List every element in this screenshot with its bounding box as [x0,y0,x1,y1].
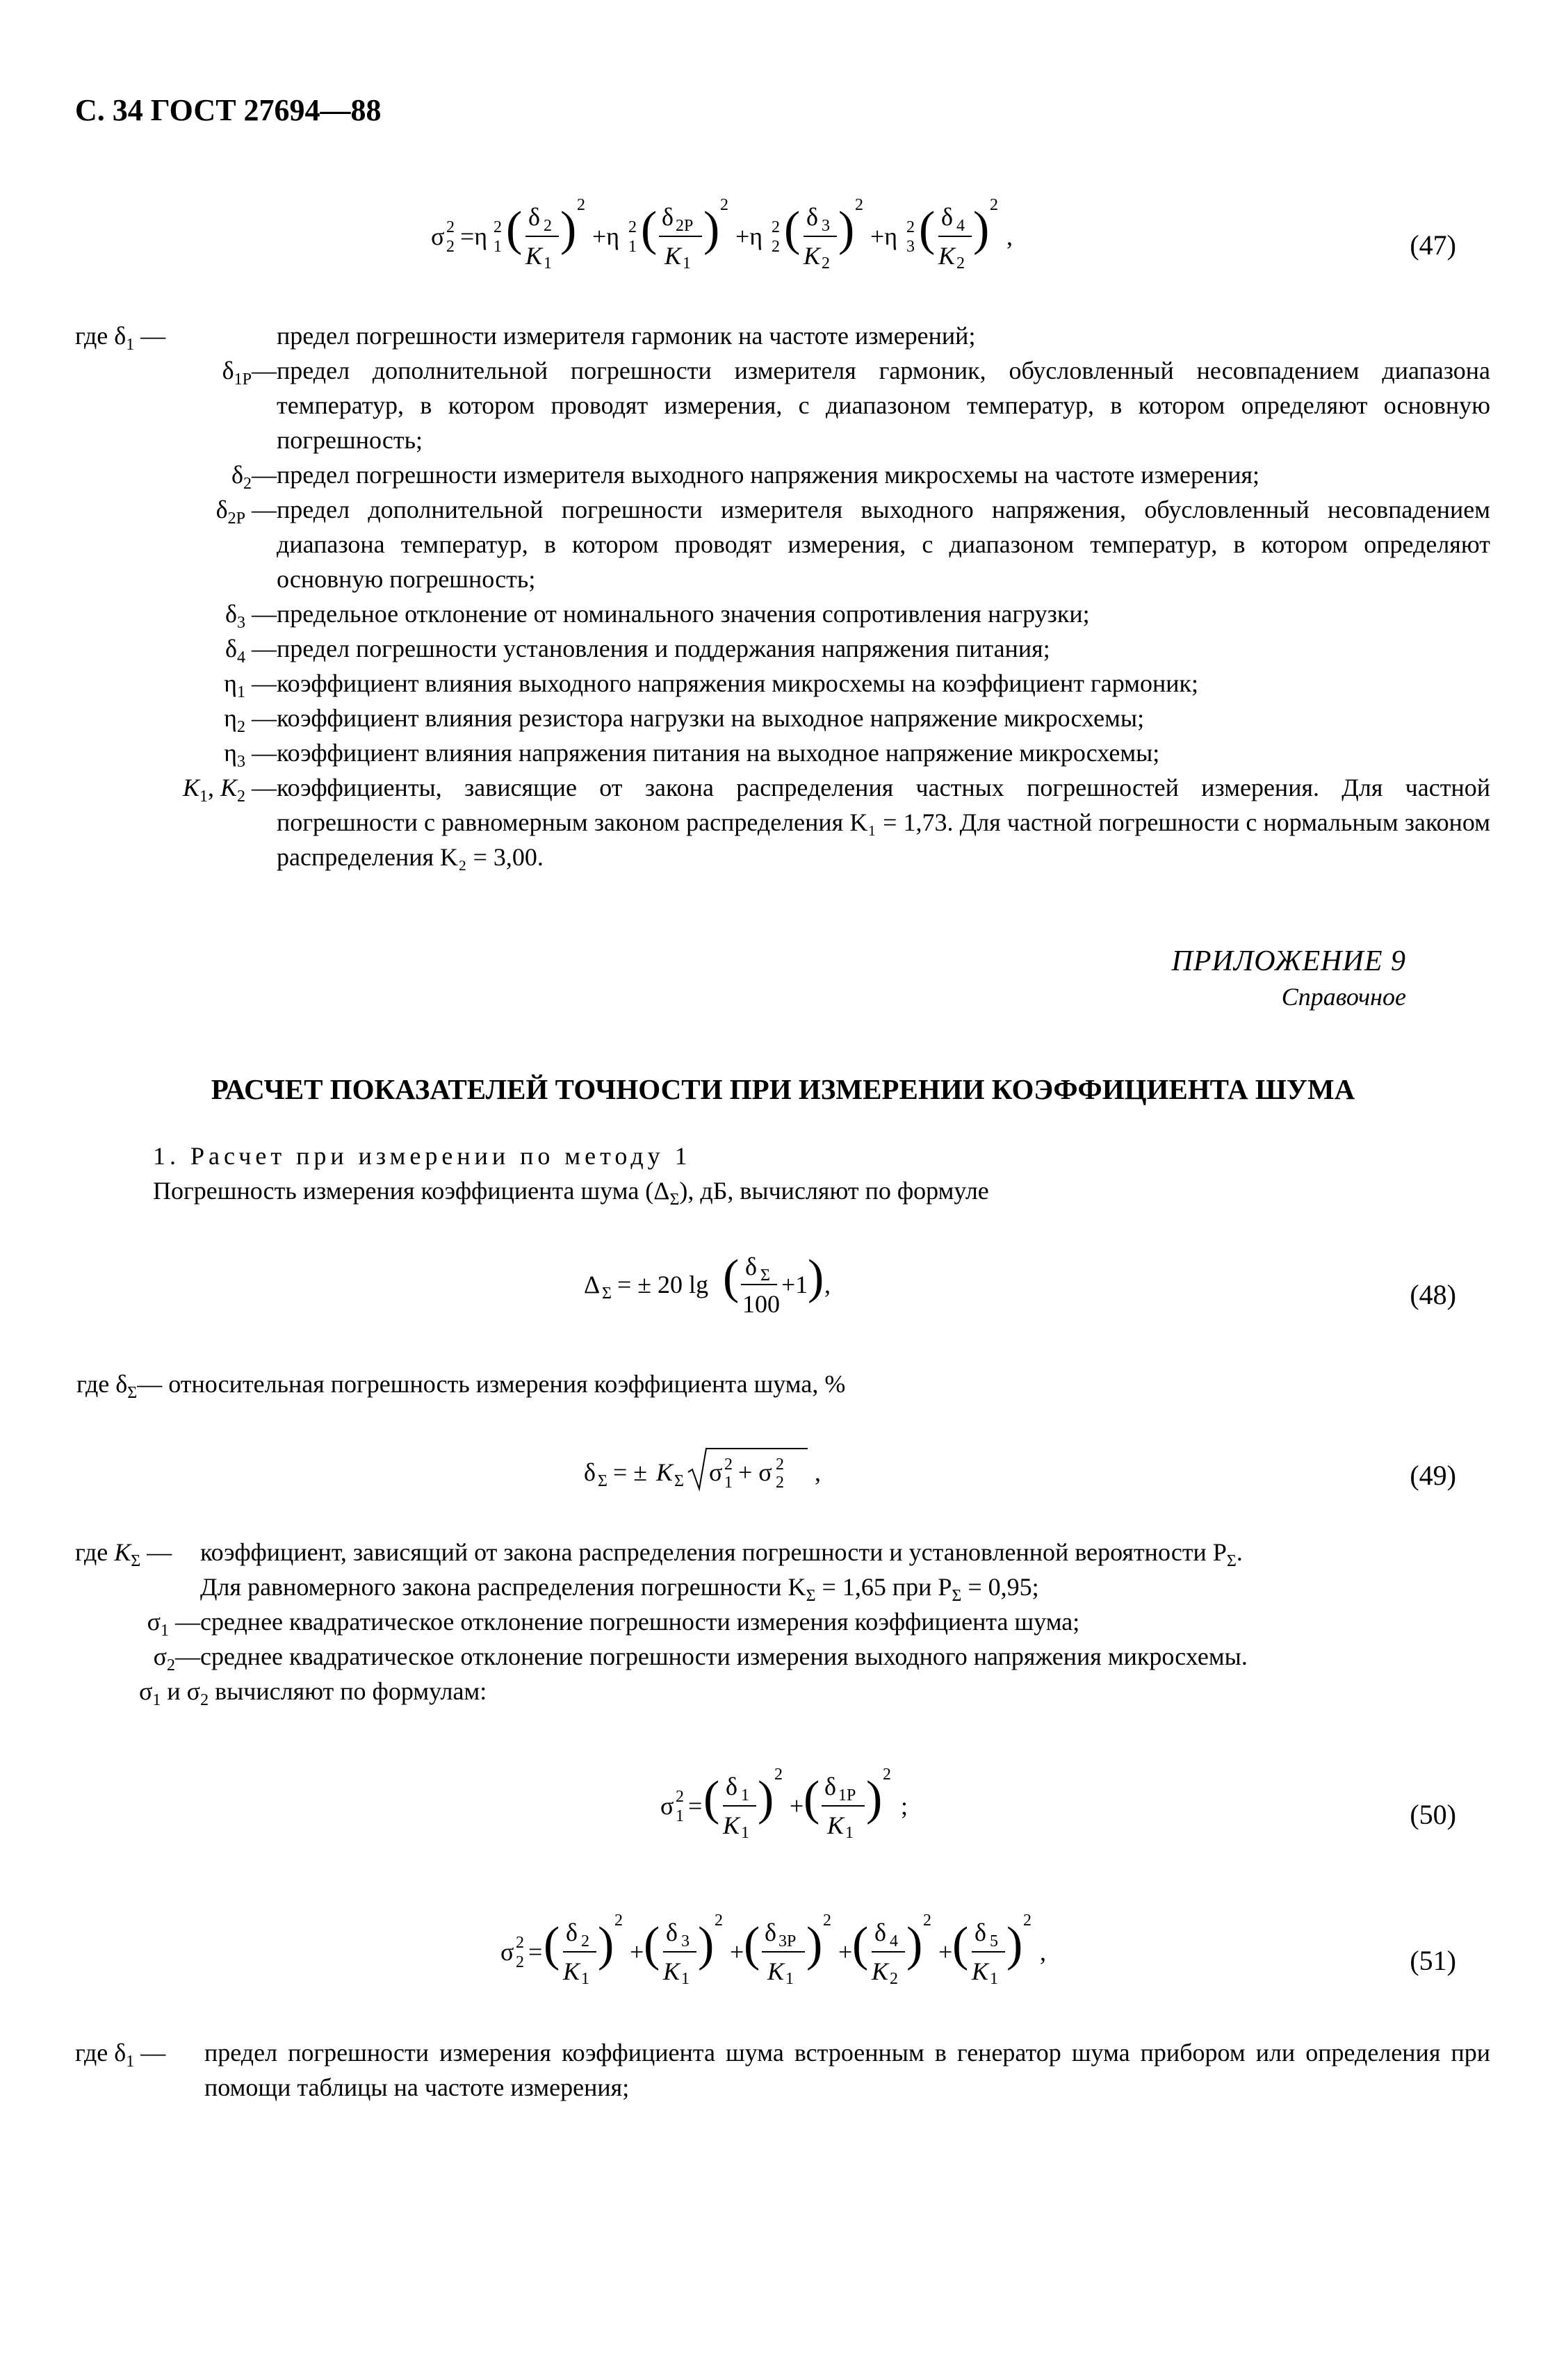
delta-subscript: 1 [126,2053,135,2071]
svg-text:(: ( [784,202,801,256]
svg-text:1: 1 [990,1970,998,1988]
formula-47 [0,189,1566,279]
svg-text:1: 1 [741,1786,749,1804]
where-delta: где δ [76,1370,128,1398]
svg-text:δ: δ [662,203,674,231]
svg-text:3: 3 [681,1932,690,1950]
dash: — [252,357,277,384]
svg-text:σ: σ [660,1792,674,1820]
symbol: δ [222,357,234,384]
svg-text:+: + [790,1792,804,1820]
svg-text:): ) [906,1918,923,1971]
definition-text: предел погрешности установления и поддержания напряжения питания; [277,635,1050,662]
definition-line-1: коэффициент, зависящий от закона распределения погрешности и установленной вероятности P [200,1538,1227,1566]
symbol: δ [215,496,228,523]
svg-text:K: K [663,1957,680,1985]
formula-50-math [660,1759,938,1863]
definition-text: коэффициенты, зависящие от закона распределения частных погрешностей измерения. Для частной погрешности с равномерным законом распределения K₁ = 1,73. Для частной погрешности с нормальным законом распределения K₂ = 3,00. [277,774,1490,871]
svg-text:1: 1 [581,1970,589,1988]
svg-text:2: 2 [516,1953,524,1971]
symbol: η [224,739,237,767]
svg-text:,: , [815,1458,821,1486]
svg-text:5: 5 [990,1932,998,1950]
dash: — [252,461,277,489]
definition-row [75,631,1490,666]
definition-text: предельное отклонение от номинального значения сопротивления нагрузки; [277,600,1090,628]
definition-row [75,1639,1490,1674]
symbol-subscript: 1P [234,370,252,389]
dash: — [245,739,277,767]
svg-text:2: 2 [516,1934,524,1952]
definition-line-2a: Для равномерного закона распределения погрешности K [200,1573,806,1601]
symbol-subscript: 3 [237,614,245,633]
svg-text:2: 2 [494,218,502,236]
definition-row [75,1535,1490,1604]
svg-text:δ: δ [745,1253,757,1280]
svg-text:2: 2 [676,1788,684,1806]
dash: — [245,600,277,628]
definition-row [75,318,1490,353]
svg-text:1: 1 [724,1474,733,1492]
symbol: δ [231,461,243,489]
svg-text:): ) [808,1250,824,1304]
calc-line [75,1674,487,1709]
svg-text:3P: 3P [778,1932,797,1950]
formula-50 [0,1759,1566,1849]
svg-text:): ) [598,1918,614,1971]
equation-number-50: (50) [1410,1799,1456,1830]
svg-text:(: ( [641,202,658,256]
svg-text:1: 1 [741,1824,749,1842]
p-subscript: Σ [1226,1552,1237,1571]
where-delta: где δ [75,2039,127,2067]
svg-text:σ: σ [709,1458,723,1486]
definition-row [75,353,1490,457]
svg-text:1: 1 [681,1970,690,1988]
formula-49-math [584,1439,862,1508]
definition-row [75,735,1490,770]
symbol-subscript: 2 [237,718,245,737]
definitions-51 [75,2035,1490,2105]
svg-text:δ: δ [566,1918,578,1946]
section-title: РАСЧЕТ ПОКАЗАТЕЛЕЙ ТОЧНОСТИ ПРИ ИЗМЕРЕНИИ КОЭФФИЦИЕНТА ШУМА [211,1073,1355,1105]
delta-subscript: Σ [127,1384,138,1403]
period: . [1236,1538,1243,1566]
symbol-subscript: 2 [237,788,245,806]
svg-text:): ) [806,1918,823,1971]
where-word: где [75,322,108,350]
svg-text:1: 1 [785,1970,794,1988]
svg-text:+η: +η [592,222,620,250]
symbol-subscript: 1 [126,336,135,354]
svg-text:): ) [866,1772,883,1825]
svg-text:Δ: Δ [584,1271,601,1298]
svg-text:): ) [1006,1918,1023,1971]
svg-text:2: 2 [614,1912,623,1930]
svg-text:3: 3 [822,217,830,235]
svg-text:2: 2 [855,196,863,214]
svg-text:K: K [938,242,956,270]
svg-text:2: 2 [446,218,455,236]
svg-text:+η: +η [870,222,898,250]
svg-text:): ) [838,202,855,256]
where-word: где [75,1538,108,1566]
definition-row [75,1674,1490,1709]
definition-text: коэффициент влияния напряжения питания на выходное напряжение микросхемы; [277,739,1160,767]
svg-text:K: K [972,1957,989,1985]
svg-text:1: 1 [494,238,502,256]
svg-text:,: , [824,1271,831,1298]
svg-text:+: + [938,1938,953,1966]
svg-text:(: ( [544,1918,560,1971]
definition-line-2b: = 1,65 при P [815,1573,952,1601]
appendix-type: Справочное [1281,983,1406,1011]
formula-48-math [584,1244,862,1335]
svg-text:2: 2 [715,1912,723,1930]
svg-text:2: 2 [906,218,915,236]
symbol-subscript: 4 [237,649,245,667]
sigma-1: σ [139,1677,153,1705]
sigma-2-subscript: 2 [200,1691,209,1710]
symbol: δ [225,600,237,628]
svg-text:): ) [560,202,577,256]
svg-text:+: + [838,1938,853,1966]
svg-text:(: ( [506,202,523,256]
svg-text:=: = [688,1792,703,1820]
formula-51 [0,1905,1566,1995]
svg-text:(: ( [644,1918,660,1971]
definition-row [75,1604,1490,1639]
svg-text:(: ( [723,1250,740,1304]
svg-text:2P: 2P [676,217,694,235]
symbol-subscript: 2 [167,1656,175,1675]
symbol: δ [114,322,127,350]
svg-text:;: ; [901,1792,908,1820]
intro-subscript: Σ [669,1191,680,1209]
svg-text:2: 2 [577,196,585,214]
svg-text:Σ: Σ [760,1266,770,1285]
svg-text:+η: +η [735,222,763,250]
svg-text:2: 2 [720,196,728,214]
dash: — [245,669,277,697]
definition-row [75,666,1490,701]
svg-text:2: 2 [772,218,780,236]
section-1-intro [153,1173,1501,1208]
svg-text:2: 2 [776,1456,784,1474]
svg-text:= ± 20 lg: = ± 20 lg [617,1271,709,1298]
appendix-number: ПРИЛОЖЕНИЕ 9 [1171,945,1406,977]
svg-text:2: 2 [774,1766,783,1784]
dash: — [134,2039,166,2067]
svg-text:δ: δ [824,1772,836,1800]
definition-text [200,1535,1490,1604]
svg-text:(: ( [919,202,936,256]
svg-text:K: K [723,1811,740,1839]
svg-text:2: 2 [724,1456,733,1474]
definition-text: предел погрешности измерителя выходного напряжения микросхемы на частоте измерения; [277,461,1260,489]
definitions-47 [75,318,1490,874]
svg-text:2: 2 [581,1932,589,1950]
definition-text: предел дополнительной погрешности измерителя выходного напряжения, обусловленный несовпадением диапазона температур, в котором проводят измерения, с диапазоном температур, в котором определяют основную погрешность; [277,496,1490,593]
svg-text:): ) [698,1918,715,1971]
symbol: η [224,669,237,697]
svg-text:2: 2 [883,1766,891,1784]
svg-text:2: 2 [823,1912,831,1930]
svg-text:4: 4 [890,1932,898,1950]
definition-text: предел дополнительной погрешности измерителя гармоник, обусловленный несовпадением диапазона температур, в котором проводят измерения, с диапазоном температур, в котором определяют основную погрешность; [277,357,1490,454]
definition-row [75,770,1490,874]
dash: — [140,1538,172,1566]
definitions-49 [75,1535,1490,1709]
svg-text:1: 1 [676,1807,684,1825]
page-header: С. 34 ГОСТ 27694—88 [75,93,382,127]
formula-49 [0,1439,1566,1529]
svg-text:= ±: = ± [613,1458,648,1486]
definition-text: предел погрешности измерителя гармоник на частоте измерений; [277,322,976,350]
symbol: K [220,774,237,801]
section-heading [153,1139,1501,1173]
definition-row [75,457,1490,492]
svg-text:δ: δ [584,1458,596,1486]
symbol: δ [225,635,237,662]
svg-text:1: 1 [628,238,637,256]
svg-text:2: 2 [1023,1912,1031,1930]
svg-text:100: 100 [742,1290,780,1318]
svg-text:=η: =η [460,222,488,250]
section-1-heading: 1. Расчет при измерении по методу 1 [153,1142,692,1170]
svg-text:2: 2 [772,238,780,256]
symbol-subscript: 1 [161,1622,169,1640]
intro-text-end: ), дБ, вычисляют по формуле [679,1177,989,1205]
svg-text:2: 2 [628,218,637,236]
svg-text:1: 1 [544,254,552,272]
svg-text:σ: σ [500,1938,514,1966]
sigma-1-subscript: 1 [152,1691,161,1710]
definition-text: среднее квадратическое отклонение погрешности измерения выходного напряжения микросхемы. [200,1643,1248,1670]
svg-text:2: 2 [446,238,455,256]
symbol-subscript: 3 [237,753,245,772]
svg-text:Σ: Σ [598,1472,607,1490]
equation-number-47: (47) [1410,229,1456,261]
svg-text:δ: δ [528,203,540,231]
svg-text:1: 1 [683,254,691,272]
equation-number-49: (49) [1410,1460,1456,1491]
svg-text:δ: δ [974,1918,986,1946]
symbol-subscript: 1 [237,683,245,702]
svg-text:σ: σ [431,222,445,250]
svg-text:=: = [528,1938,543,1966]
svg-text:1: 1 [845,1824,854,1842]
svg-text:K: K [664,242,682,270]
svg-text:K: K [563,1957,580,1985]
svg-text:δ: δ [874,1918,886,1946]
svg-text:δ: δ [726,1772,737,1800]
svg-text:Σ: Σ [602,1285,612,1303]
symbol: K [182,774,199,801]
dash: — [175,1643,200,1670]
svg-text:): ) [973,202,990,256]
svg-text:(: ( [804,1772,820,1825]
svg-text:K: K [872,1957,889,1985]
svg-text:δ: δ [765,1918,776,1946]
svg-text:1P: 1P [838,1786,856,1804]
definition-row [75,492,1490,596]
formula-48 [0,1244,1566,1335]
svg-text:): ) [703,202,720,256]
svg-text:(: ( [852,1918,869,1971]
svg-text:2: 2 [990,196,998,214]
separator: , [207,774,220,801]
svg-text:(: ( [703,1772,720,1825]
definition-row [75,2035,1490,2105]
symbol-subscript: 2P [227,510,245,528]
definition-row [75,596,1490,631]
dash: — [169,1608,200,1636]
svg-text:2: 2 [544,217,552,235]
svg-text:2: 2 [956,254,965,272]
svg-text:4: 4 [956,217,965,235]
svg-text:2: 2 [890,1970,898,1988]
svg-text:K: K [656,1458,674,1486]
svg-text:,: , [1040,1938,1046,1966]
svg-text:+1: +1 [781,1271,808,1298]
svg-text:(: ( [744,1918,760,1971]
appendix-label [1172,943,1406,1013]
dash: — [245,774,277,801]
equation-number-48: (48) [1410,1279,1456,1310]
symbol-subscript: 1 [199,788,208,806]
dash: — [134,322,166,350]
definition-text: коэффициент влияния выходного напряжения микросхемы на коэффициент гармоник; [277,669,1199,697]
svg-text:K: K [827,1811,845,1839]
svg-text:+ σ: + σ [738,1458,772,1486]
intro-text: Погрешность измерения коэффициента шума (Δ [153,1177,670,1205]
symbol: σ [153,1643,167,1670]
symbol: η [224,704,237,732]
symbol: K [114,1538,131,1566]
svg-text:,: , [1006,222,1013,250]
definition-text: коэффициент влияния резистора нагрузки на выходное напряжение микросхемы; [277,704,1145,732]
svg-text:+: + [730,1938,744,1966]
k-subscript: Σ [806,1587,816,1606]
definition-text: — относительная погрешность измерения коэффициента шума, % [137,1370,846,1398]
symbol-subscript: 2 [243,475,252,494]
definition-text: предел погрешности измерения коэффициента шума встроенным в генератор шума прибором или определения при помощи таблицы на частоте измерения; [204,2039,1490,2101]
svg-text:K: K [804,242,821,270]
svg-text:2: 2 [822,254,830,272]
p-subscript: Σ [952,1587,962,1606]
symbol-subscript: Σ [131,1552,141,1571]
definition-line-2c: = 0,95; [961,1573,1039,1601]
svg-text:): ) [758,1772,774,1825]
svg-text:K: K [525,242,543,270]
formula-47-math [431,189,1057,293]
svg-text:δ: δ [666,1918,678,1946]
svg-text:+: + [630,1938,644,1966]
equation-number-51: (51) [1410,1945,1456,1976]
svg-text:(: ( [952,1918,969,1971]
svg-text:3: 3 [906,238,915,256]
svg-text:2: 2 [776,1474,784,1492]
svg-text:δ: δ [941,203,953,231]
formula-51-math [500,1905,1098,2009]
svg-text:2: 2 [923,1912,931,1930]
svg-text:Σ: Σ [674,1472,684,1490]
dash: — [245,704,277,732]
dash: — [245,635,277,662]
svg-text:K: K [767,1957,785,1985]
symbol: σ [147,1608,161,1636]
calc-text: вычисляют по формулам: [209,1677,487,1705]
definition-row [75,701,1490,735]
definition-text: среднее квадратическое отклонение погрешности измерения коэффициента шума; [200,1608,1080,1636]
dash: — [245,496,277,523]
definitions-48 [76,1367,1467,1401]
svg-text:δ: δ [806,203,818,231]
and-sigma: и σ [161,1677,201,1705]
